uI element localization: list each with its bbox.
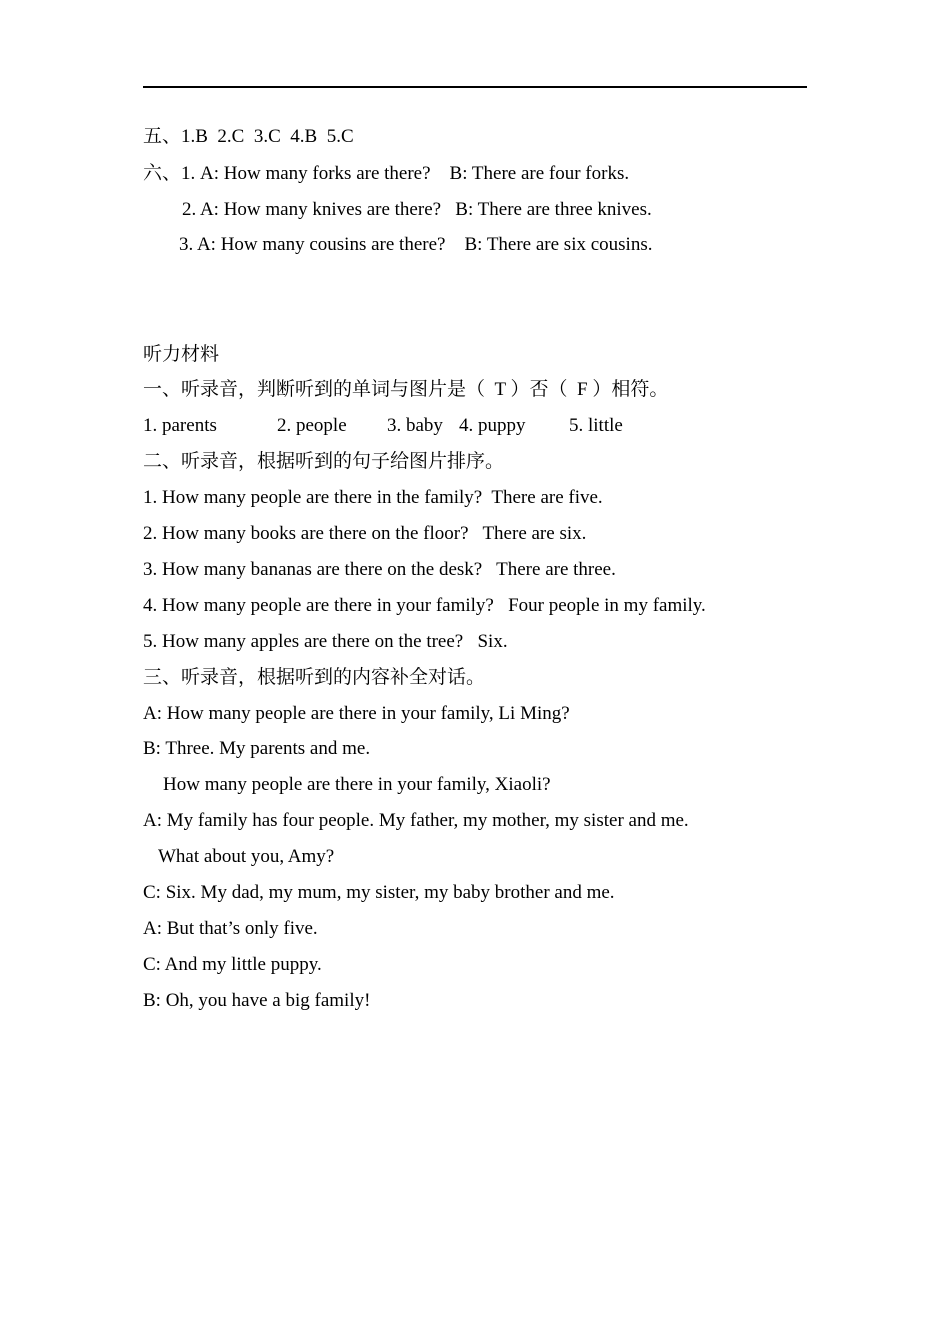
word-5: 5. little bbox=[569, 415, 623, 436]
dialogue-line-1: A: How many people are there in your family, Li Ming? bbox=[143, 703, 570, 724]
section6-line-3: 3. A: How many cousins are there? B: There are six cousins. bbox=[179, 234, 653, 255]
dialogue-line-3: How many people are there in your family, Xiaoli? bbox=[163, 774, 551, 795]
part2-line-2: 2. How many books are there on the floor? There are six. bbox=[143, 523, 587, 544]
word-3: 3. baby bbox=[387, 415, 443, 436]
part2-line-5: 5. How many apples are there on the tree? Six. bbox=[143, 631, 508, 652]
word-4: 4. puppy bbox=[459, 415, 526, 436]
dialogue-line-4: A: My family has four people. My father, my mother, my sister and me. bbox=[143, 810, 689, 831]
part1-instruction: 一、听录音，判断听到的单词与图片是（ T ）否（ F ）相符。 bbox=[143, 379, 669, 400]
part2-instruction: 二、听录音，根据听到的句子给图片排序。 bbox=[143, 451, 505, 472]
word-1: 1. parents bbox=[143, 415, 217, 436]
dialogue-line-8: C: And my little puppy. bbox=[143, 954, 322, 975]
dialogue-line-5: What about you, Amy? bbox=[158, 846, 335, 867]
section6-line-1: 六、1. A: How many forks are there? B: There are four forks. bbox=[143, 163, 630, 184]
dialogue-line-9: B: Oh, you have a big family! bbox=[143, 990, 371, 1011]
listening-heading: 听力材料 bbox=[143, 344, 220, 365]
section6-line-2: 2. A: How many knives are there? B: There are three knives. bbox=[182, 199, 652, 220]
dialogue-line-7: A: But that’s only five. bbox=[143, 918, 318, 939]
part3-instruction: 三、听录音，根据听到的内容补全对话。 bbox=[143, 667, 486, 688]
dialogue-line-6: C: Six. My dad, my mum, my sister, my baby brother and me. bbox=[143, 882, 615, 903]
dialogue-line-2: B: Three. My parents and me. bbox=[143, 738, 371, 759]
part2-line-4: 4. How many people are there in your family? Four people in my family. bbox=[143, 595, 706, 616]
part2-line-3: 3. How many bananas are there on the desk? There are three. bbox=[143, 559, 616, 580]
section5-answers: 五、1.B 2.C 3.C 4.B 5.C bbox=[143, 126, 354, 147]
header-rule bbox=[143, 86, 807, 88]
word-2: 2. people bbox=[277, 415, 347, 436]
part2-line-1: 1. How many people are there in the family? There are five. bbox=[143, 487, 603, 508]
